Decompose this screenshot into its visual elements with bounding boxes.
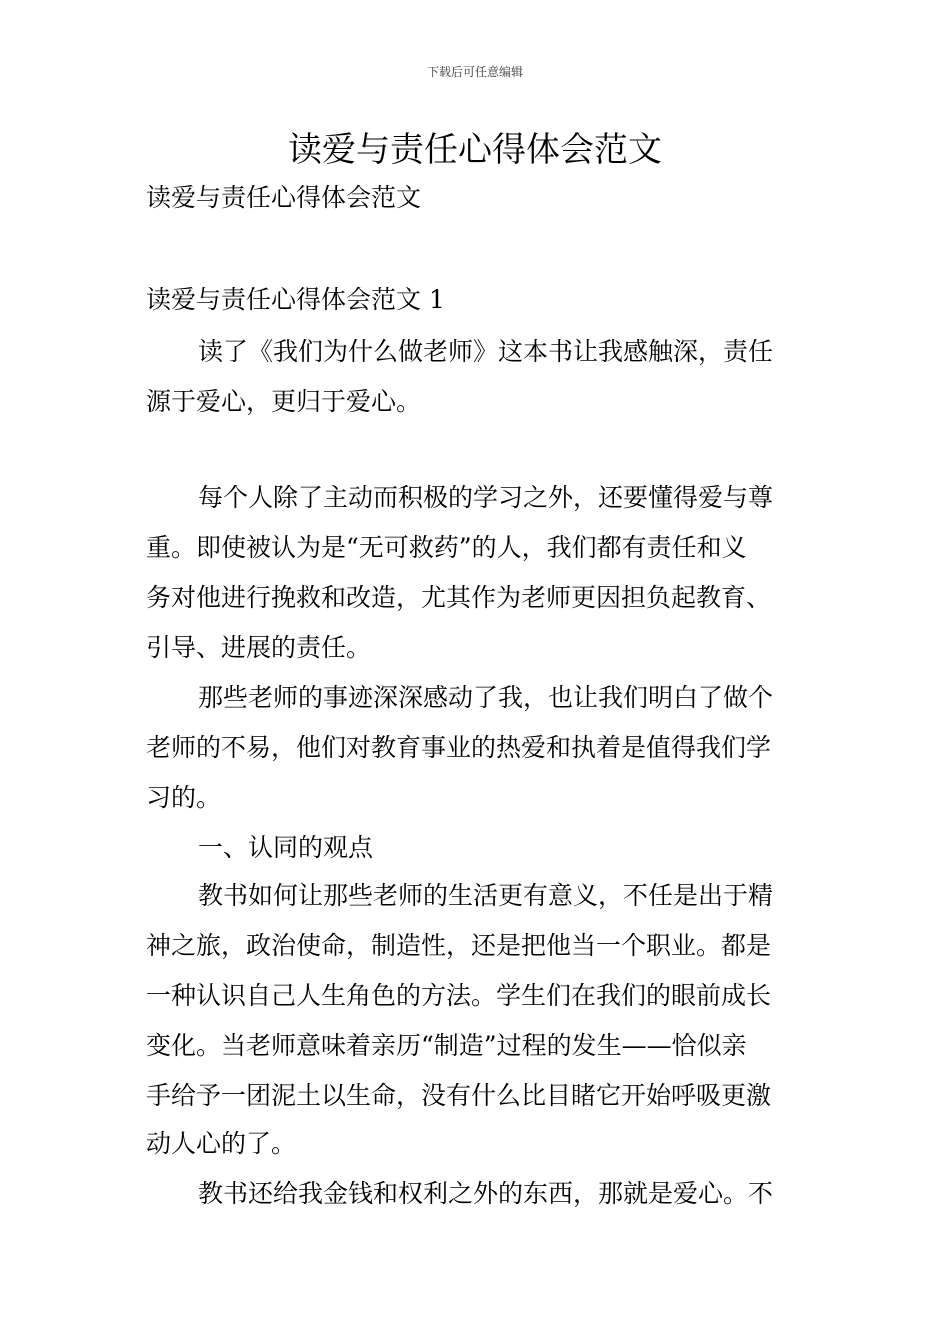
paragraph-line: 教书如何让那些老师的生活更有意义，不任是出于精 bbox=[198, 881, 774, 910]
paragraph-line: 动人心的了。 bbox=[146, 1129, 297, 1158]
paragraph-line: 务对他进行挽救和改造，尤其作为老师更因担负起教育、 bbox=[146, 583, 772, 612]
header-note: 下载后可任意编辑 bbox=[426, 65, 523, 79]
paragraph-line: 读了《我们为什么做老师》这本书让我感触深，责任 bbox=[198, 337, 774, 366]
paragraph-line: 习的。 bbox=[146, 783, 222, 812]
paragraph-line: 源于爱心，更归于爱心。 bbox=[146, 387, 422, 416]
document-title: 读爱与责任心得体会范文 bbox=[288, 130, 662, 170]
paragraph-line: 那些老师的事迹深深感动了我，也让我们明白了做个 bbox=[198, 683, 774, 712]
section-heading: 读爱与责任心得体会范文 1 bbox=[146, 285, 445, 314]
paragraph-line: 神之旅，政治使命，制造性，还是把他当一个职业。都是 bbox=[146, 931, 772, 960]
paragraph-line: 引导、进展的责任。 bbox=[146, 633, 372, 662]
paragraph-line: 手给予一团泥土以生命，没有什么比目睹它开始呼吸更激 bbox=[146, 1081, 772, 1110]
paragraph-line: 每个人除了主动而积极的学习之外，还要懂得爱与尊 bbox=[198, 483, 774, 512]
subheading: 一、认同的观点 bbox=[198, 833, 374, 862]
paragraph-line: 一种认识自己人生角色的方法。学生们在我们的眼前成长 bbox=[146, 981, 772, 1010]
paragraph-line: 老师的不易，他们对教育事业的热爱和执着是值得我们学 bbox=[146, 733, 772, 762]
paragraph-line: 变化。当老师意味着亲历“制造”过程的发生——恰似亲 bbox=[146, 1031, 747, 1060]
paragraph-line: 重。即使被认为是“无可救药”的人，我们都有责任和义 bbox=[146, 533, 747, 562]
paragraph-line: 教书还给我金钱和权利之外的东西，那就是爱心。不 bbox=[198, 1179, 774, 1208]
document-subtitle: 读爱与责任心得体会范文 bbox=[146, 183, 422, 212]
